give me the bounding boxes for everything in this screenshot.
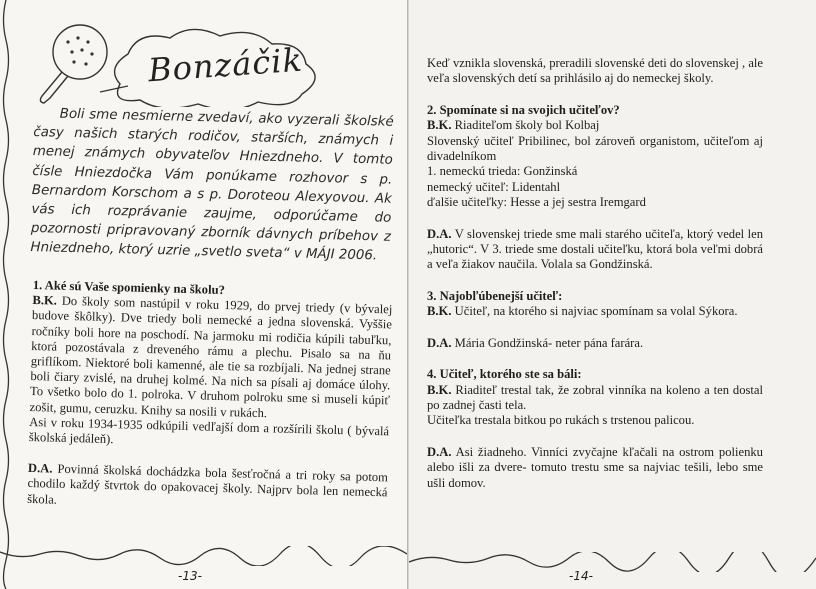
right-intro: Keď vznikla slovenská, preradili slovenské deti do slovenskej , ale veľa slovenských detí sa prihlásilo aj do nemeckej školy.	[427, 56, 763, 86]
left-column	[27, 278, 393, 532]
right-page	[409, 0, 816, 589]
answer-da-4: Asi žiadneho. Vinníci zvyčajne kľačali na ostrom polienku alebo išli za dvere- tomuto trestu sme sa najviac tešili, lebo sme ušli domov.	[427, 444, 763, 490]
answer-bk-4b: Učiteľka trestala bitkou po rukách s trstenou palicou.	[427, 413, 695, 428]
answer-bk-1b: Asi v roku 1934-1935 odkúpili vedľajší dom a rozšírili školu ( bývalá školská jedáleň).	[28, 414, 390, 447]
intro-text: Boli sme nesmierne zvedaví, ako vyzerali školské časy našich starých rodičov, starších, známych i menej známych obyvateľov Hniezdneho. V tomto čísle Hniezdočka Vám ponúkame rozhovor s p. Bernardom Korschom a s p. Doroteou Alexyovou. Ak vás ich rozprávanie zaujme, odporúčame do pozornosti pripravovaný zborník dávnych príbehov z Hniezdneho, ktorý uzrie „svetlo sveta“ v MÁJI 2006.	[30, 106, 394, 264]
speaker-da: D.A.	[427, 335, 452, 350]
speaker-bk: B.K.	[32, 293, 58, 308]
answer-bk-2-line-3: 1. nemeckú trieda: Gonžinská	[427, 164, 578, 179]
question-1: 1. Aké sú Vaše spomienky na školu?	[32, 278, 226, 298]
answer-da-2: V slovenskej triede sme mali starého učiteľa, ktorý vedel len „hutoric“. V 3. triede sme dostali učiteľku, ktorá bola veľmi dobrá a veľa žiakov naučila. Volala sa Gondžinská.	[427, 226, 763, 272]
speaker-da: D.A.	[27, 461, 53, 476]
logo-title: Bonzáčik	[146, 40, 305, 90]
speaker-bk: B.K.	[427, 382, 452, 397]
answer-bk-2-line-1: Riaditeľom školy bol Kolbaj	[454, 118, 600, 133]
answer-bk-3: Učiteľ, na ktorého si najviac spomínam sa volal Sýkora.	[454, 304, 738, 319]
answer-da-1: Povinná školská dochádzka bola šesťročná a tri roky sa potom chodilo každý štvrtok do opakovacej školy. Najprv bola len nemecká škola.	[27, 461, 389, 507]
answer-bk-4: Riaditeľ trestal tak, že zobral vinníka na koleno a ten dostal po zadnej časti tela.	[427, 382, 763, 412]
question-4: 4. Učiteľ, ktorého ste sa báli:	[427, 367, 582, 382]
answer-bk-2-line-2: Slovenský učiteľ Pribilinec, bol zároveň organistom, učiteľom aj divadelníkom	[427, 133, 763, 164]
right-column	[427, 56, 763, 507]
answer-da-3: Mária Gondžinská- neter pána farára.	[454, 335, 644, 350]
answer-bk-1: Do školy som nastúpil v roku 1929, do prvej triedy (v bývalej budove škôlky). Dve triedy boli nemecké a jedna slovenská. Vyššie ročníky boli hore na poschodí. Na jarmoku mi rodičia kúpili tabuľku, ktorá pozostávala z dreveného rámu a plechu. Pisalo sa na ňu griflíkom. Niektoré boli kamenné, ale tie sa rozbíjali. Na jednej strane boli čiary zvislé, na druhej kolmé. Na nich sa písali aj domáce úlohy. To všetko bolo do 1. polroka. V druhom polroku sme si museli kúpiť zošit, gumu, ceruzku. Knihy sa nosili v rukách.	[29, 293, 393, 420]
page-number-left: -13-	[178, 569, 202, 583]
page-number-right: -14-	[569, 569, 593, 583]
speaker-da: D.A.	[427, 226, 452, 241]
speaker-da: D.A.	[427, 444, 452, 459]
speaker-bk: B.K.	[427, 304, 452, 319]
intro-handwritten	[30, 104, 394, 266]
question-3: 3. Najobľúbenejší učiteľ:	[427, 288, 563, 303]
wavy-bottom-line	[0, 546, 407, 566]
question-2: 2. Spomínate si na svojich učiteľov?	[427, 102, 620, 117]
answer-bk-2-line-4: nemecký učiteľ: Lidentahl	[427, 179, 561, 194]
answer-bk-2-line-5: ďalšie učiteľky: Hesse a jej sestra Iremgard	[427, 195, 646, 210]
wavy-bottom-line	[409, 552, 816, 572]
speaker-bk: B.K.	[427, 118, 452, 133]
